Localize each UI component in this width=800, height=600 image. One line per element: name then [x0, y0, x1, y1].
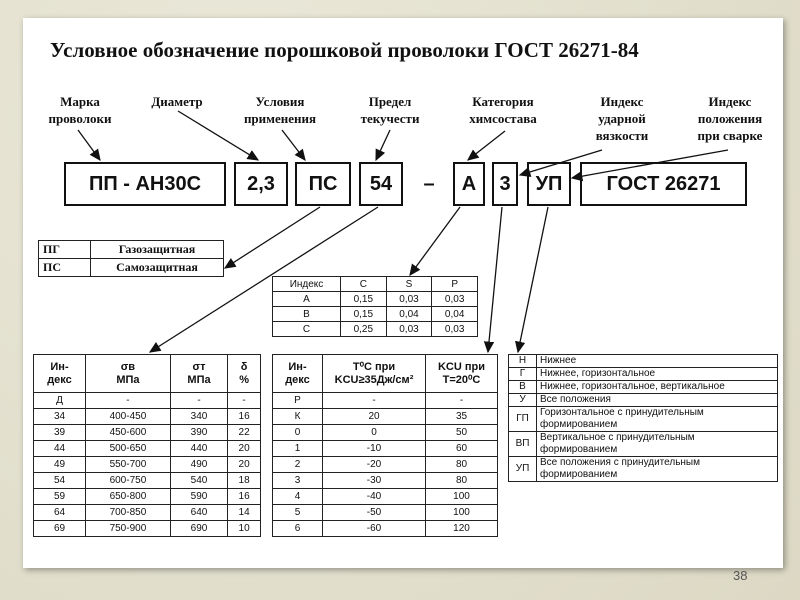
table-row	[34, 393, 261, 409]
cell: А	[273, 292, 341, 307]
cell-code: ГП	[509, 407, 537, 432]
header-cell: C	[341, 277, 387, 292]
cell-desc: Нижнее, горизонтальное, вертикальное	[537, 381, 778, 394]
table-row	[273, 409, 498, 425]
table-row	[39, 259, 224, 277]
cell: 750-900	[86, 521, 171, 537]
cell: 590	[170, 489, 227, 505]
cell: К	[273, 409, 323, 425]
cell: 0,03	[386, 322, 432, 337]
cell: 69	[34, 521, 86, 537]
cell: 0,15	[341, 307, 387, 322]
cell: 20	[228, 441, 261, 457]
cell: 0,03	[432, 292, 478, 307]
arrow-usloviya	[282, 130, 305, 160]
cell: -	[86, 393, 171, 409]
box-usloviya: ПС	[295, 162, 351, 206]
cell: 0,04	[386, 307, 432, 322]
cell-code: В	[509, 381, 537, 394]
table-row	[273, 441, 498, 457]
table-row	[273, 307, 478, 322]
arrow-to-conditions	[225, 207, 320, 268]
table-header-row	[273, 277, 478, 292]
label-usloviya: Условия применения	[243, 94, 317, 126]
cell: -20	[323, 457, 426, 473]
cell: 0,04	[432, 307, 478, 322]
header-cell: Индекс	[273, 277, 341, 292]
cell: 16	[228, 489, 261, 505]
cell: 20	[228, 457, 261, 473]
table-row	[39, 241, 224, 259]
cell: 5	[273, 505, 323, 521]
cell: 14	[228, 505, 261, 521]
cell: 340	[170, 409, 227, 425]
cell: 1	[273, 441, 323, 457]
label-indeks-pol: Индекс положения при сварке	[697, 94, 763, 143]
label-kategoriya: Категория химсостава	[469, 94, 537, 126]
cell-code: ПГ	[39, 241, 91, 259]
cell: 4	[273, 489, 323, 505]
cell: Д	[34, 393, 86, 409]
cell: 550-700	[86, 457, 171, 473]
cell-desc: Все положения	[537, 394, 778, 407]
table-row	[509, 368, 778, 381]
header-cell: σв МПа	[86, 355, 171, 393]
cell: 34	[34, 409, 86, 425]
table-impact	[272, 354, 498, 537]
arrow-udar	[520, 150, 602, 175]
table-row	[273, 505, 498, 521]
table-chem	[272, 276, 478, 337]
box-dash: –	[411, 162, 447, 206]
cell: -	[170, 393, 227, 409]
cell: 650-800	[86, 489, 171, 505]
cell: 80	[426, 473, 498, 489]
cell: 22	[228, 425, 261, 441]
cell: В	[273, 307, 341, 322]
cell-code: Г	[509, 368, 537, 381]
table-body	[34, 393, 261, 537]
cell: -10	[323, 441, 426, 457]
cell: С	[273, 322, 341, 337]
cell-code: ВП	[509, 432, 537, 457]
table-row	[509, 432, 778, 457]
cell: 100	[426, 505, 498, 521]
label-marka: Марка проволоки	[48, 94, 112, 126]
table-row	[273, 322, 478, 337]
cell: 35	[426, 409, 498, 425]
cell-code: ПС	[39, 259, 91, 277]
label-indeks-udar: Индекс ударной вязкости	[595, 94, 649, 143]
header-cell: Ин- декс	[34, 355, 86, 393]
table-body	[273, 393, 498, 537]
cell: 16	[228, 409, 261, 425]
cell: 64	[34, 505, 86, 521]
cell: 20	[323, 409, 426, 425]
cell: 6	[273, 521, 323, 537]
table-header-row	[273, 355, 498, 393]
box-polozh: УП	[527, 162, 571, 206]
cell: 39	[34, 425, 86, 441]
arrow-to-positions	[518, 207, 548, 352]
header-cell: KCU при T=20⁰C	[426, 355, 498, 393]
header-cell: S	[386, 277, 432, 292]
cell: 540	[170, 473, 227, 489]
table-row	[273, 425, 498, 441]
table-mech	[33, 354, 261, 537]
cell-desc: Нижнее	[537, 355, 778, 368]
cell: -40	[323, 489, 426, 505]
page-title: Условное обозначение порошковой проволоки ГОСТ 26271-84	[50, 38, 639, 62]
cell: 0	[273, 425, 323, 441]
arrow-to-chem	[410, 207, 460, 275]
table-row	[273, 473, 498, 489]
cell: 500-650	[86, 441, 171, 457]
arrow-marka	[78, 130, 100, 160]
table-row	[34, 441, 261, 457]
cell-desc: Вертикальное с принудительным формированием	[537, 432, 778, 457]
cell: -	[323, 393, 426, 409]
table-row	[273, 489, 498, 505]
header-cell: σт МПа	[170, 355, 227, 393]
cell-desc: Самозащитная	[91, 259, 224, 277]
table-row	[34, 409, 261, 425]
box-predel: 54	[359, 162, 403, 206]
cell-code: УП	[509, 457, 537, 482]
box-kategoriya: А	[453, 162, 485, 206]
cell: 54	[34, 473, 86, 489]
cell: 400-450	[86, 409, 171, 425]
table-row	[509, 394, 778, 407]
cell: 0	[323, 425, 426, 441]
box-udar: 3	[492, 162, 518, 206]
table-positions	[508, 354, 778, 482]
table-conditions	[38, 240, 224, 277]
cell-code: У	[509, 394, 537, 407]
cell-desc: Нижнее, горизонтальное	[537, 368, 778, 381]
cell: 80	[426, 457, 498, 473]
cell: 100	[426, 489, 498, 505]
cell: -30	[323, 473, 426, 489]
table-row	[34, 489, 261, 505]
cell: 60	[426, 441, 498, 457]
cell: 490	[170, 457, 227, 473]
table-row	[34, 473, 261, 489]
header-cell: δ %	[228, 355, 261, 393]
cell: 0,03	[386, 292, 432, 307]
label-predel: Предел текучести	[360, 94, 420, 126]
table-row	[34, 505, 261, 521]
cell: 0,03	[432, 322, 478, 337]
cell: -	[426, 393, 498, 409]
arrow-to-impact	[488, 207, 502, 352]
cell-desc: Все положения с принудительным формированием	[537, 457, 778, 482]
cell: 450-600	[86, 425, 171, 441]
box-marka: ПП - АН30С	[64, 162, 226, 206]
cell: 0,15	[341, 292, 387, 307]
table-row	[34, 457, 261, 473]
table-row	[509, 355, 778, 368]
cell: 18	[228, 473, 261, 489]
table-row	[509, 381, 778, 394]
table-row	[273, 521, 498, 537]
table-row	[273, 393, 498, 409]
table-body	[509, 355, 778, 482]
cell-desc: Газозащитная	[91, 241, 224, 259]
label-diameter: Диаметр	[151, 94, 203, 109]
cell: -60	[323, 521, 426, 537]
cell: 3	[273, 473, 323, 489]
cell: 600-750	[86, 473, 171, 489]
arrow-diameter	[178, 111, 258, 160]
cell-code: Н	[509, 355, 537, 368]
table-row	[34, 521, 261, 537]
cell: 59	[34, 489, 86, 505]
cell: 640	[170, 505, 227, 521]
arrow-kategoriya	[468, 131, 505, 160]
cell: -	[228, 393, 261, 409]
box-diameter: 2,3	[234, 162, 288, 206]
cell: 49	[34, 457, 86, 473]
cell: -50	[323, 505, 426, 521]
cell: Р	[273, 393, 323, 409]
table-row	[509, 407, 778, 432]
arrow-polozh	[572, 150, 728, 178]
cell: 50	[426, 425, 498, 441]
cell: 440	[170, 441, 227, 457]
cell: 44	[34, 441, 86, 457]
table-row	[34, 425, 261, 441]
cell: 10	[228, 521, 261, 537]
cell: 120	[426, 521, 498, 537]
page-number: 38	[733, 568, 748, 583]
cell: 2	[273, 457, 323, 473]
table-row	[273, 457, 498, 473]
cell-desc: Горизонтальное с принудительным формированием	[537, 407, 778, 432]
header-cell: Ин- декс	[273, 355, 323, 393]
box-gost: ГОСТ 26271	[580, 162, 747, 206]
arrow-predel	[376, 130, 390, 160]
table-row	[509, 457, 778, 482]
cell: 0,25	[341, 322, 387, 337]
header-cell: P	[432, 277, 478, 292]
table-row	[273, 292, 478, 307]
table-header-row	[34, 355, 261, 393]
cell: 700-850	[86, 505, 171, 521]
cell: 390	[170, 425, 227, 441]
cell: 690	[170, 521, 227, 537]
header-cell: T⁰C при KCU≥35Дж/см²	[323, 355, 426, 393]
